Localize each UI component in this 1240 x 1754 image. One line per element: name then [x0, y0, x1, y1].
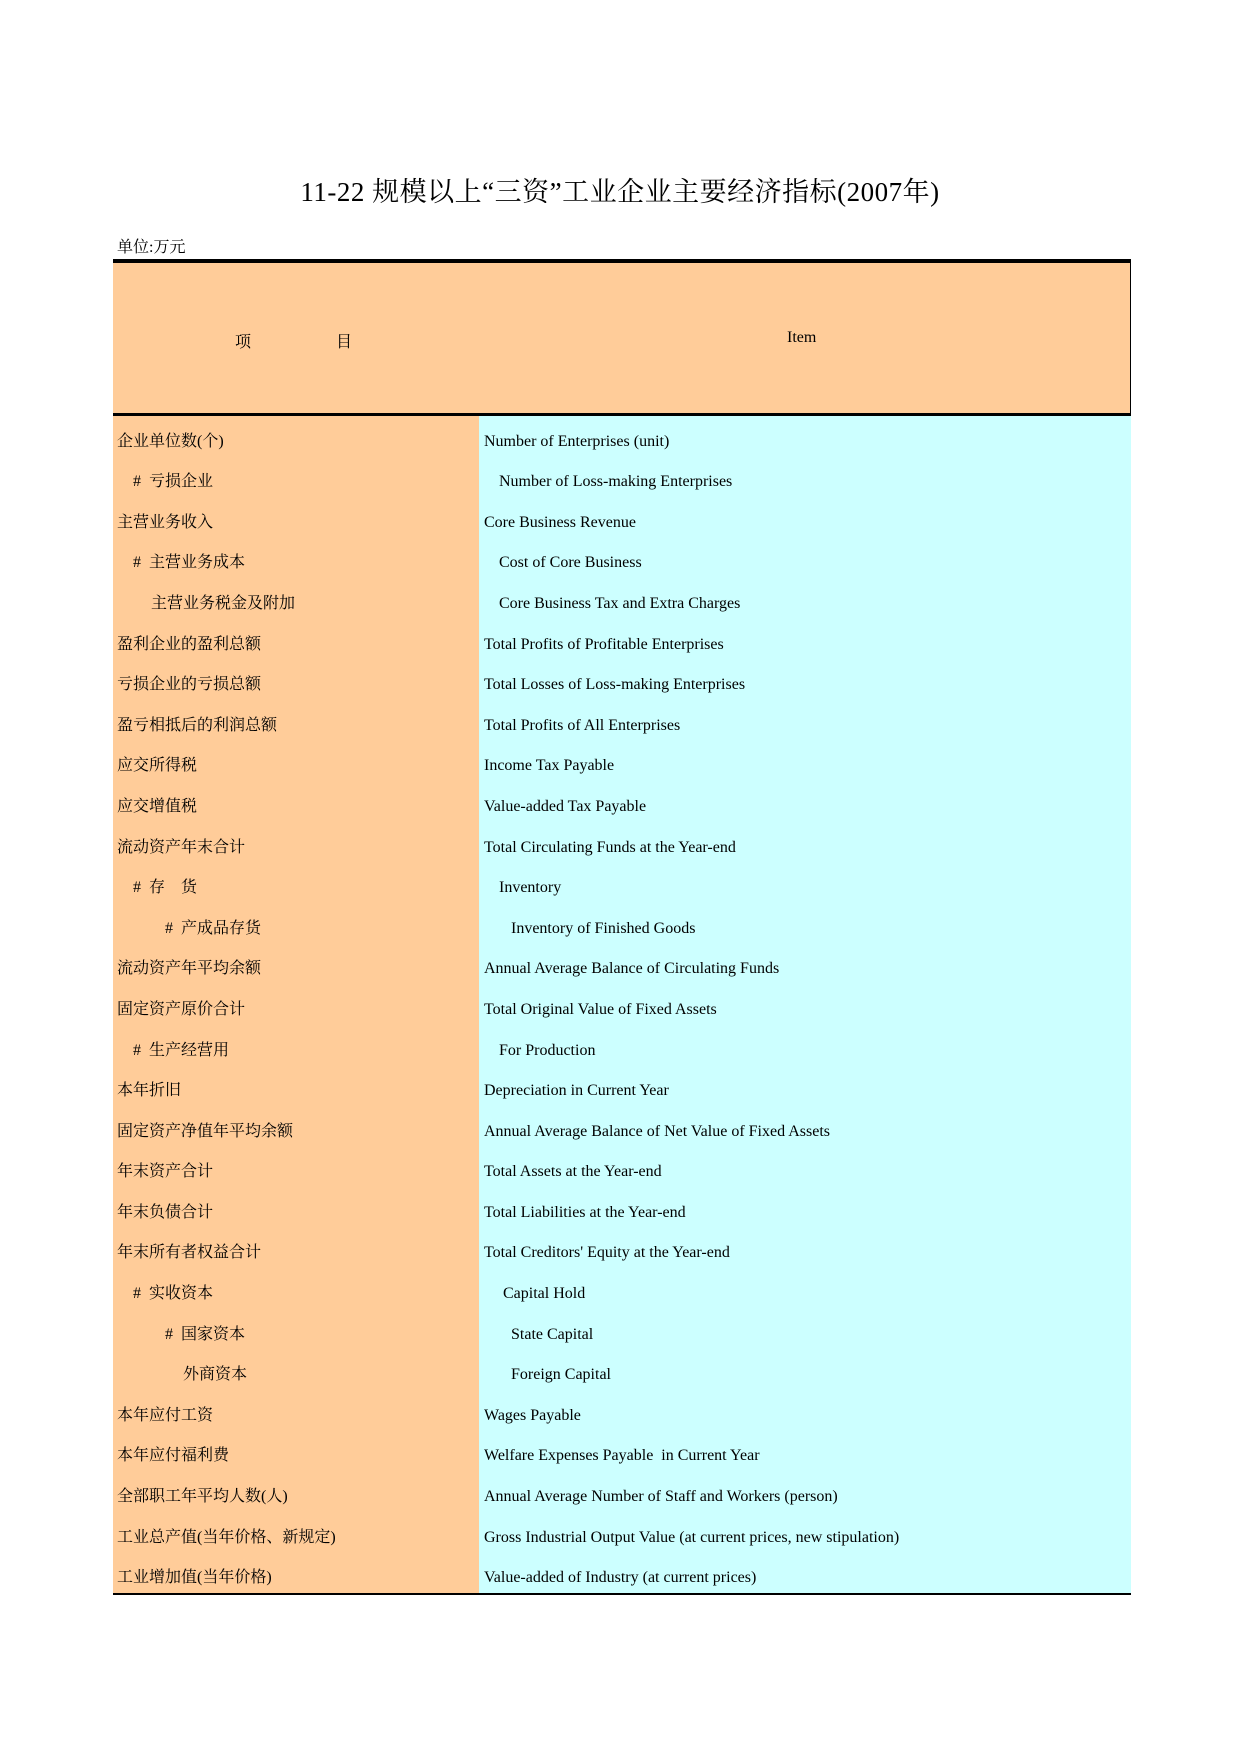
table-row — [113, 457, 1131, 498]
en-label: Number of Loss-making Enterprises — [499, 473, 733, 491]
cn-label: 主营业务收入 — [117, 513, 214, 531]
table-row — [113, 1471, 1131, 1512]
cn-cell — [113, 457, 479, 498]
cn-cell — [113, 538, 479, 579]
en-cell — [479, 578, 1131, 619]
table-row — [113, 822, 1131, 863]
table-row — [113, 781, 1131, 822]
en-label: Foreign Capital — [511, 1366, 611, 1384]
page-title: 11-22 规模以上“三资”工业企业主要经济指标(2007年) — [300, 177, 940, 207]
cn-cell — [113, 1187, 479, 1228]
cn-cell — [113, 1147, 479, 1188]
cn-label: 年末所有者权益合计 — [117, 1244, 262, 1262]
en-cell — [479, 1390, 1131, 1431]
cn-cell — [113, 984, 479, 1025]
table-bottom-rule — [113, 1593, 1131, 1595]
en-cell — [479, 1553, 1131, 1594]
cn-label: # 存 货 — [133, 879, 198, 897]
en-cell — [479, 700, 1131, 741]
en-label: Annual Average Number of Staff and Workers (person) — [484, 1488, 838, 1506]
cn-cell — [113, 660, 479, 701]
table-row — [113, 1431, 1131, 1472]
table-row — [113, 1187, 1131, 1228]
table-row — [113, 578, 1131, 619]
cn-label: 盈亏相抵后的利润总额 — [117, 716, 278, 734]
en-cell — [479, 1512, 1131, 1553]
en-cell — [479, 1431, 1131, 1472]
table-header — [113, 259, 1131, 416]
table-row — [113, 1512, 1131, 1553]
en-label: Total Creditors' Equity at the Year-end — [484, 1244, 730, 1262]
cn-cell — [113, 1390, 479, 1431]
table-row — [113, 619, 1131, 660]
en-label: Total Liabilities at the Year-end — [484, 1203, 686, 1221]
en-cell — [479, 822, 1131, 863]
cn-cell — [113, 944, 479, 985]
table-row — [113, 741, 1131, 782]
cn-label: 本年应付工资 — [117, 1406, 214, 1424]
table-body — [113, 416, 1131, 1593]
cn-label: 固定资产净值年平均余额 — [117, 1122, 294, 1140]
en-cell — [479, 1066, 1131, 1107]
table-row — [113, 1147, 1131, 1188]
en-cell — [479, 497, 1131, 538]
en-cell — [479, 903, 1131, 944]
cn-label: 本年折旧 — [117, 1082, 182, 1100]
en-label: State Capital — [511, 1325, 594, 1343]
en-label: Annual Average Balance of Circulating Funds — [484, 960, 780, 978]
en-label: Value-added Tax Payable — [484, 797, 647, 815]
table-row — [113, 1350, 1131, 1391]
table-row — [113, 1390, 1131, 1431]
table-row — [113, 1025, 1131, 1066]
cn-cell — [113, 863, 479, 904]
en-label: Value-added of Industry (at current prices) — [484, 1569, 757, 1587]
table-row — [113, 1309, 1131, 1350]
unit-label: 单位:万元 — [117, 239, 186, 256]
table-row — [113, 416, 1131, 457]
cn-label: 固定资产原价合计 — [117, 1000, 246, 1018]
en-cell — [479, 741, 1131, 782]
en-label: Welfare Expenses Payable in Current Year — [484, 1447, 760, 1465]
en-cell — [479, 538, 1131, 579]
cn-label: 盈利企业的盈利总额 — [117, 635, 262, 653]
cn-label: # 主营业务成本 — [133, 554, 246, 572]
en-cell — [479, 1147, 1131, 1188]
header-cn-item-b: 目 — [336, 334, 353, 351]
cn-cell — [113, 781, 479, 822]
en-label: Wages Payable — [484, 1406, 581, 1424]
cn-cell — [113, 416, 479, 457]
en-cell — [479, 416, 1131, 457]
cn-cell — [113, 700, 479, 741]
cn-cell — [113, 1106, 479, 1147]
cn-cell — [113, 1309, 479, 1350]
cn-label: # 国家资本 — [165, 1325, 246, 1343]
cn-cell — [113, 903, 479, 944]
en-label: Core Business Tax and Extra Charges — [499, 594, 741, 612]
en-label: Total Profits of Profitable Enterprises — [484, 635, 724, 653]
en-label: For Production — [499, 1041, 596, 1059]
en-label: Core Business Revenue — [484, 513, 636, 531]
cn-label: 企业单位数(个) — [117, 432, 224, 450]
table-row — [113, 538, 1131, 579]
en-label: Income Tax Payable — [484, 757, 615, 775]
table-row — [113, 700, 1131, 741]
cn-label: 流动资产年平均余额 — [117, 960, 262, 978]
cn-label: 外商资本 — [183, 1366, 248, 1384]
en-cell — [479, 1350, 1131, 1391]
cn-label: 工业增加值(当年价格) — [117, 1569, 272, 1587]
en-cell — [479, 1187, 1131, 1228]
table-row — [113, 944, 1131, 985]
en-label: Gross Industrial Output Value (at current prices, new stipulation) — [484, 1528, 900, 1546]
cn-label: 主营业务税金及附加 — [151, 594, 296, 612]
cn-cell — [113, 1228, 479, 1269]
en-cell — [479, 1228, 1131, 1269]
cn-label: 年末资产合计 — [117, 1163, 214, 1181]
cn-cell — [113, 1350, 479, 1391]
cn-cell — [113, 497, 479, 538]
cn-cell — [113, 1471, 479, 1512]
en-label: Number of Enterprises (unit) — [484, 432, 670, 450]
cn-label: 流动资产年末合计 — [117, 838, 246, 856]
en-label: Annual Average Balance of Net Value of Fixed Assets — [484, 1122, 830, 1140]
cn-label: 亏损企业的亏损总额 — [117, 676, 262, 694]
en-label: Total Circulating Funds at the Year-end — [484, 838, 736, 856]
cn-cell — [113, 741, 479, 782]
en-label: Cost of Core Business — [499, 554, 642, 572]
en-cell — [479, 1309, 1131, 1350]
en-label: Capital Hold — [503, 1285, 586, 1303]
table-row — [113, 1106, 1131, 1147]
cn-label: 本年应付福利费 — [117, 1447, 230, 1465]
en-label: Total Original Value of Fixed Assets — [484, 1000, 717, 1018]
en-cell — [479, 863, 1131, 904]
cn-label: # 实收资本 — [133, 1285, 214, 1303]
en-cell — [479, 1471, 1131, 1512]
cn-cell — [113, 1431, 479, 1472]
header-en-item: Item — [787, 329, 817, 346]
cn-label: 应交增值税 — [117, 797, 198, 815]
en-cell — [479, 660, 1131, 701]
cn-cell — [113, 578, 479, 619]
en-label: Total Losses of Loss-making Enterprises — [484, 676, 746, 694]
en-cell — [479, 984, 1131, 1025]
table-row — [113, 1553, 1131, 1594]
en-cell — [479, 781, 1131, 822]
cn-label: 应交所得税 — [117, 757, 198, 775]
en-label: Inventory — [499, 879, 562, 897]
cn-cell — [113, 1025, 479, 1066]
en-label: Total Assets at the Year-end — [484, 1163, 662, 1181]
cn-cell — [113, 1512, 479, 1553]
cn-cell — [113, 1066, 479, 1107]
cn-label: 年末负债合计 — [117, 1203, 214, 1221]
en-label: Inventory of Finished Goods — [511, 919, 696, 937]
en-cell — [479, 1025, 1131, 1066]
cn-label: # 亏损企业 — [133, 473, 214, 491]
en-label: Total Profits of All Enterprises — [484, 716, 681, 734]
header-cn-item-a: 项 — [235, 334, 252, 351]
table-row — [113, 660, 1131, 701]
en-cell — [479, 1106, 1131, 1147]
en-cell — [479, 1268, 1131, 1309]
cn-label: # 产成品存货 — [165, 919, 262, 937]
indicator-table — [113, 259, 1131, 1595]
en-cell — [479, 457, 1131, 498]
table-row — [113, 984, 1131, 1025]
table-row — [113, 497, 1131, 538]
cn-label: 工业总产值(当年价格、新规定) — [117, 1528, 336, 1546]
en-label: Depreciation in Current Year — [484, 1082, 669, 1100]
cn-cell — [113, 1553, 479, 1594]
cn-cell — [113, 822, 479, 863]
table-row — [113, 1268, 1131, 1309]
cn-label: 全部职工年平均人数(人) — [117, 1488, 288, 1506]
en-cell — [479, 944, 1131, 985]
cn-cell — [113, 1268, 479, 1309]
cn-cell — [113, 619, 479, 660]
table-row — [113, 903, 1131, 944]
table-row — [113, 1066, 1131, 1107]
en-cell — [479, 619, 1131, 660]
table-row — [113, 863, 1131, 904]
table-row — [113, 1228, 1131, 1269]
cn-label: # 生产经营用 — [133, 1041, 230, 1059]
